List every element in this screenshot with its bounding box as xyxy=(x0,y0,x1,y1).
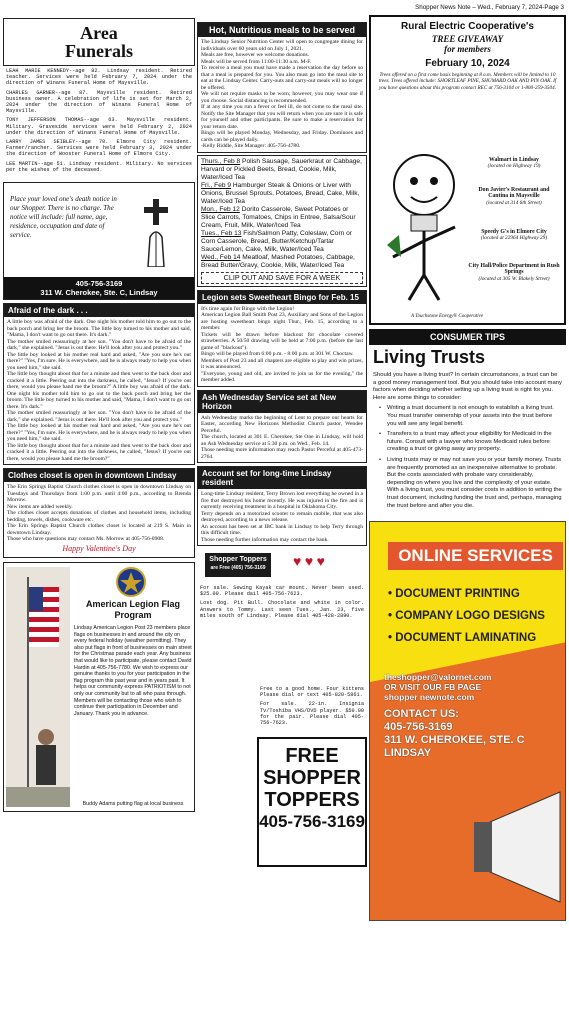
menu-day: Mon., Feb 12 xyxy=(201,205,240,213)
paragraph: "Everyone, young and old, are invited to join us for the evening," the member added. xyxy=(201,370,363,383)
online-services-ad xyxy=(369,521,566,921)
bingo-title: Legion sets Sweetheart Bingo for Feb. 15 xyxy=(198,291,366,304)
location-name: Don Javier's Restaurant and Cantina in Maysville xyxy=(478,187,550,200)
free-toppers-ad xyxy=(257,737,367,867)
paragraph: Those needing further information may contact the bank. xyxy=(201,536,329,543)
menu-item xyxy=(201,182,363,206)
location-detail: (located on Highway 19) xyxy=(487,163,541,170)
menu-food: Fish/Salmon Patty, Coleslaw, Corn or Corn Casserole, Bread, Butter/Ketchup/Tartar Sauce/Lemon, Cake, Milk, Water/Iced Tea xyxy=(201,229,353,253)
classified-item: For sale. 22-in. Insignia TV/Toshiba VHS/DVD player. $50.00 for the pair. Please dial 405-756-7623. xyxy=(260,701,364,727)
online-services-banner: ONLINE SERVICES xyxy=(388,542,563,570)
funeral-entries xyxy=(3,66,195,178)
rural-electric-ad xyxy=(369,15,566,325)
consumer-tip: • Living trusts may or may not save you or your family money. Trusts are frequently promoted as an inexpensive alternative to probate. But the costs associated with probate vary considerably, depending on where you live and the complexity of your estate. With a living trust, you must consider costs in addition to writing the trust document, including funding the trust and, perhaps, managing the trust before and after you die. xyxy=(381,457,562,510)
rural-tree-giveaway: TREE GIVEAWAY xyxy=(431,34,504,44)
flag-photo-icon xyxy=(6,567,70,807)
death-notice-ad xyxy=(3,182,195,300)
free-toppers-line2: SHOPPER xyxy=(263,767,361,790)
paragraph: Long-time Lindsay resident, Terry Brown lost everything he owned in a fire that destroyed his home recently. He was injured in the fire and is currently receiving treatment in a hospital in Oklahoma City. xyxy=(201,491,363,510)
free-toppers-line3: TOPPERS xyxy=(264,789,360,812)
paragraph: The Erin Springs Baptist Church clothes closet is open in downtown Lindsay on Tuesdays and Thursdays from 1:00 p.m. until 4:00 p.m., according to Brenda Morrow. xyxy=(7,484,191,504)
paragraph: Terry depends on a motorized scooter to remain mobile, that was also destroyed, according to a news release. xyxy=(201,510,363,523)
afraid-body xyxy=(4,317,194,464)
paragraph: We will not require masks to be worn; however, you may wear one if you choose. Social distancing is recommended. xyxy=(201,91,363,104)
service-item: • DOCUMENT LAMINATING xyxy=(388,632,537,645)
menu-day: Wed., Feb 14 xyxy=(201,253,241,261)
online-contact-label: CONTACT US: xyxy=(384,708,459,721)
clothes-body xyxy=(4,482,194,557)
american-legion-emblem-icon xyxy=(116,567,146,597)
menu-item xyxy=(201,230,363,254)
ash-article xyxy=(197,390,367,464)
menu-food: Hamburger Steak & Onions or Liver with Onions, Brussel Sprouts, Potatoes, Bread, Cake, Milk, Water/Iced Tea xyxy=(201,181,360,205)
rural-note: Trees offered on a first come basis beginning at 8 a.m. Members will be limited to 10 trees. Trees offered include: SHORTLEAF PINE, SHUMARD OAK AND PIN OAK. If you have questions about this program contact REC at 756-3104 or 1-800-259-3504. xyxy=(378,72,557,91)
funeral-entry: LEAH MARIE KENNEDY--age 82. Lindsay resident. Retired teacher. Services were held February 7, 2024 under the direction of Winans Funeral Home of Maysville. xyxy=(6,68,192,87)
legion-flag-ad xyxy=(3,562,195,812)
bingo-article xyxy=(197,290,367,387)
column-middle xyxy=(197,0,367,1024)
meals-title: Hot, Nutritious meals to be served xyxy=(198,23,366,37)
paragraph: American Legion Ball Smith Post 23, Auxiliary and Sons of the Legion are hosting sweetheart bingo night Thur., Feb. 15, according to a member. xyxy=(201,312,363,331)
location-detail: (located at 305 W. Blakely Street) xyxy=(478,275,550,282)
clip-notice: CLIP OUT AND SAVE FOR A WEEK xyxy=(201,272,363,284)
menu-item xyxy=(201,158,363,182)
online-site: shopper newnote.com xyxy=(384,692,475,703)
paragraph: Meals are free, however we welcome donations. xyxy=(201,52,310,58)
menu-item xyxy=(201,254,363,270)
toppers-badge-line1: Shopper Toppers xyxy=(209,556,267,563)
paragraph: The Lindsay Senior Nutrition Center will open to congregate dining for individuals over 60 years old on July 1, 2021. xyxy=(201,39,363,52)
classified-item: For sale. Sewing Kayak car mount. Never been used. $25.00. Please dail 405-756-7623. xyxy=(200,585,364,598)
service-item: • DOCUMENT PRINTING xyxy=(388,588,520,601)
menu-day: Fri., Feb 9 xyxy=(201,181,232,189)
rural-title: Rural Electric Cooperative's xyxy=(401,21,534,32)
death-notice-phone: 405-756-3169 xyxy=(75,279,123,289)
classified-item: Free to a good home. Four kittens Please dial or text 405-820-5861. xyxy=(260,686,364,699)
afraid-title: Afraid of the dark . . . xyxy=(4,304,194,317)
funeral-entry: TONY JEFFERSON THOMAS--age 63. Maysville resident. Military. Graveside services were held February 2, 2024 under the direction of Winans Funeral Home of Maysville. xyxy=(6,117,192,136)
account-body xyxy=(198,489,366,545)
praying-hands-icon xyxy=(126,197,186,267)
clothes-title: Clothes closet is open in downtown Lindsay xyxy=(4,469,194,482)
paragraph: The mother smiled reassuringly at her son. "You don't have to be afraid of the dark," she explained. "Jesus is out there. He'll look after you and protect you." xyxy=(7,410,191,423)
consumer-tip: • Transfers to a trust may affect your eligibility for Medicaid in the future. Consult with a lawyer who knows Medicaid rules before creating a trust or giving away any property. xyxy=(381,431,562,454)
funerals-title-line2: Funerals xyxy=(64,41,133,61)
free-toppers-line1: FREE xyxy=(285,745,339,768)
funeral-entry: LEE MARTIN--age 51. Lindsay resident. Military. No services per the wishes of the deceased. xyxy=(6,160,192,173)
ash-body xyxy=(198,413,366,463)
paragraph: Those who have questions may contact Ms. Morrow at 405-756-0908. xyxy=(7,536,165,543)
valentine-banner: Happy Valentine's Day xyxy=(62,543,136,553)
rural-members: for members xyxy=(444,44,491,54)
funerals-title-line1: Area xyxy=(80,23,118,43)
paragraph: The little boy thought about that for a minute and then went to the back door and cracked it a little. Peering out into the darkness, he called, "Jesus? If you're out there, would you please hand me the broom?" A little boy was afraid of the dark. One night his mother told him to go out to the back porch and bring her the broom. The little boy turned to his mother and said, "Mama, I don't want to go out there. It's dark." xyxy=(7,371,191,410)
paragraph: Bingo will be played Monday, Wednesday, and Friday. Dominoes and cards can be played daily. xyxy=(201,130,363,143)
consumer-tip: • Writing a trust document is not enough to establish a living trust. You must transfer ownership of your assets into the trust before you will see any legal benefit. xyxy=(381,405,562,428)
rural-location xyxy=(468,229,560,242)
paragraph: -Kelly Riddle, Site Manager: 405-756-4780. xyxy=(201,143,301,149)
lightbulb-mascot-icon xyxy=(379,145,469,305)
death-notice-address: 311 W. Cherokee, Ste. C, Lindsay xyxy=(40,288,158,298)
paragraph: The little boy looked at his mother real hard and asked, "Are you sure he's out there?" "Yes, I'm sure. He is everywhere, and he is always ready to help you when you need him," she said. xyxy=(7,351,191,371)
ash-title: Ash Wednesday Service set at New Horizon xyxy=(198,391,366,413)
column-right xyxy=(369,0,566,1024)
hearts-icon: ♥ ♥ ♥ xyxy=(293,555,325,570)
paragraph: The little boy thought about that for a minute and then went to the back door and cracked it a little. Peering out into the darkness, he called, "Jesus? If you're out there, would you please hand me the broom?" xyxy=(7,442,191,462)
paragraph: The Erin Springs Baptist Church clothes closet is located at 219 S. Main in downtown Lindsay. xyxy=(7,523,191,536)
account-article xyxy=(197,466,367,546)
bingo-body xyxy=(198,304,366,386)
paragraph: An account has been set at IBC bank in Lindsay to help Terry through this difficult time. xyxy=(201,523,363,536)
toppers-section-header xyxy=(197,549,367,583)
legion-flag-caption: Buddy Adams putting flag at local business xyxy=(82,800,184,807)
rural-footer: A Touchstone Energy® Cooperative xyxy=(411,314,484,319)
rural-location xyxy=(468,187,560,206)
legion-flag-title: American Legion Flag Program xyxy=(85,599,181,621)
paragraph: Bingo will be played from 6:00 p.m. - 8:00 p.m. at 301 W. Choctaw. xyxy=(201,351,354,357)
online-email: theshopper@valornet.com xyxy=(384,672,492,683)
free-toppers-phone: 405-756-3169 xyxy=(259,812,365,832)
death-notice-contact xyxy=(4,277,194,299)
consumer-tips-bar: CONSUMER TIPS xyxy=(369,329,566,345)
consumer-tips-body xyxy=(369,370,566,515)
online-fb: OR VISIT OUR FB PAGE xyxy=(384,682,482,693)
online-phone: 405-756-3169 xyxy=(384,721,453,734)
classifieds-bottom-row xyxy=(197,684,367,867)
meals-article xyxy=(197,22,367,153)
clothes-article xyxy=(3,468,195,558)
paragraph: Tickets will be drawn before blackout for chocolate covered strawberries. A 50/50 drawing will be held at 7:00 p.m. (before the last game of "blackout"). xyxy=(201,331,363,351)
paragraph: The church, located at 301 E. Cherokee, Ste One in Lindsay, will hold an Ash Wednesday service at 5:30 p.m. on Wed., Feb. 14. xyxy=(201,434,363,447)
paragraph: Ash Wednesday marks the beginning of Lent to prepare our hearts for Easter, according New Horizons Methodist Church pastor, Wendee Perceful. xyxy=(201,414,363,434)
account-title: Account set for long-time Lindsay resident xyxy=(198,467,366,489)
rural-location xyxy=(468,157,560,170)
paragraph: Meals will be served from 11:00-11:30 a.m. M-F. xyxy=(201,58,312,65)
online-address1: 311 W. CHEROKEE, STE. C xyxy=(384,734,525,747)
death-notice-text: Place your loved one's death notice in our Shopper. There is no charge. The notice will include: full name, age, residence, occupation and date of service. xyxy=(10,195,117,240)
location-name: City Hall/Police Department in Rush Springs xyxy=(468,263,560,276)
classifieds-bottom xyxy=(257,684,367,731)
column-left xyxy=(3,0,195,1024)
menu-day: Tues., Feb 13 xyxy=(201,229,242,237)
page-header: Shopper News Note – Wed., February 7, 2024-Page 3 xyxy=(415,4,564,11)
toppers-badge xyxy=(205,553,271,577)
funeral-entry: LARRY JAMES SEIBLEY--age 70. Elmore City resident. Farmer/rancher. Services were held February 3, 2024 under the direction of Wooster Funeral Home of Elmore City. xyxy=(6,139,192,158)
menu-item xyxy=(201,206,363,230)
meals-body xyxy=(198,37,366,152)
consumer-intro: Should you have a living trust? In certain circumstances, a trust can be a good money management tool. But you should take into account many factors when deciding whether setting up a living trust is right for you. Here are some things to consider: xyxy=(373,372,562,401)
rural-date: February 10, 2024 xyxy=(425,58,510,69)
classifieds-top xyxy=(197,583,367,624)
service-item: • COMPANY LOGO DESIGNS xyxy=(388,610,545,623)
online-address2: LINDSAY xyxy=(384,747,432,760)
paragraph: The clothes closet accepts donations of clothes and household items, including bedding, towels, dishes, cookware etc. xyxy=(7,510,191,523)
consumer-tips-list xyxy=(373,405,562,510)
paragraph: New items are added weekly. xyxy=(7,503,73,510)
funeral-entry: CHARLES GARNER--age 87. Maysville resident. Retired business owner. A celebration of life is set for March 2, 2024 under the direction of Winans Funeral Home of Maysville. xyxy=(6,89,192,115)
weekly-menu xyxy=(197,155,367,287)
paragraph: A little boy was afraid of the dark. One night his mother told him to go out to the back porch and bring her the broom. The little boy turned to his mother and said, "Mama, I don't want to go out there. It's dark." xyxy=(7,319,191,339)
classified-item: Lost dog. Pit Bull. Chocolate and white in color. Answers to Tommy. Last seen Tues., Jan. 23, five miles south of Lindsay. Please dial 405-428-2890. xyxy=(200,600,364,619)
menu-day: Thurs., Feb 8 xyxy=(201,157,241,165)
online-contact-block xyxy=(384,672,564,760)
location-name: Walmart in Lindsay xyxy=(489,157,539,163)
funerals-title xyxy=(3,18,195,66)
menu-food: Polish Sausage, Sauerkraut or Cabbage, Harvard or Pickled Beets, Bread, Cookie, Milk, Water/Iced Tea xyxy=(201,157,362,181)
afraid-article xyxy=(3,303,195,465)
location-detail: (located at 314 6th Street) xyxy=(486,199,542,206)
flag-photo-spacer xyxy=(197,684,257,867)
paragraph: The little boy looked at his mother real hard and asked, "Are you sure he's out there?" "Yes, I'm sure. He is everywhere, and he is always ready to help you when you need him," she said. xyxy=(7,423,191,443)
location-name: Speedy G's in Elmore City xyxy=(481,229,547,235)
menu-food: Dorito Casserole, Sweet Potatoes or Slice Carrots, Tomatoes, Chips in Entree, Salsa/Sour Cream, Fruit, Milk, Water/Iced Tea xyxy=(201,205,356,229)
legion-flag-text: Lindsay American Legion Post 23 members place flags on businesses in and around the city on every federal holiday (weather permitting). They also put flags in front of businesses on main street for the Christmas parade each year. Any business that would like to participate, please contact David Hardin at 405-756-7780. We wish to express our genuine thanks to you for your participation in the flag program this past year and in years past. It helps our community express PATRIOTISM to not only our community but to all who pass through. Members will be contacting those who wish to continue their participation in December and January. Thank you in advance. xyxy=(74,625,192,717)
paragraph: Members of Post 23 and all chapters are eligible to play and win prizes, it was announced. xyxy=(201,357,363,370)
paragraph: If at any time you run a fever or feel ill, do not come to the meal site. Notify the Site Manager that you will return when you are sure it is safe for yourself and other participants. Be sure to make a reservation for your return date. xyxy=(201,104,363,130)
rural-location xyxy=(468,263,560,282)
paragraph: To receive a meal you must have made a reservation the day before so that a meal is prepared for you. You also must go into the meal site to eat at the Lindsay Center. Carry-outs and carry-out meals will no longer be offered. xyxy=(201,65,363,91)
paragraph: It's time again for Bingo with the Legion! xyxy=(201,305,295,312)
toppers-badge-line2: are Free (405) 756-3169 xyxy=(210,565,266,571)
consumer-tips-title: Living Trusts xyxy=(373,347,486,367)
location-detail: (located at 22964 Highway 29) xyxy=(480,235,548,242)
menu-food: Meatloaf, Mashed Potatoes, Cabbage, Bread Butter/Gravy, Cookie, Milk, Water/Iced Tea xyxy=(201,253,355,269)
paragraph: The mother smiled reassuringly at her son. "You don't have to be afraid of the dark," she explained. "Jesus is out there. He'll look after you and protect you." xyxy=(7,338,191,352)
paragraph: Those needing more information may reach Pastor Perceful at 405-473-2764. xyxy=(201,447,363,460)
